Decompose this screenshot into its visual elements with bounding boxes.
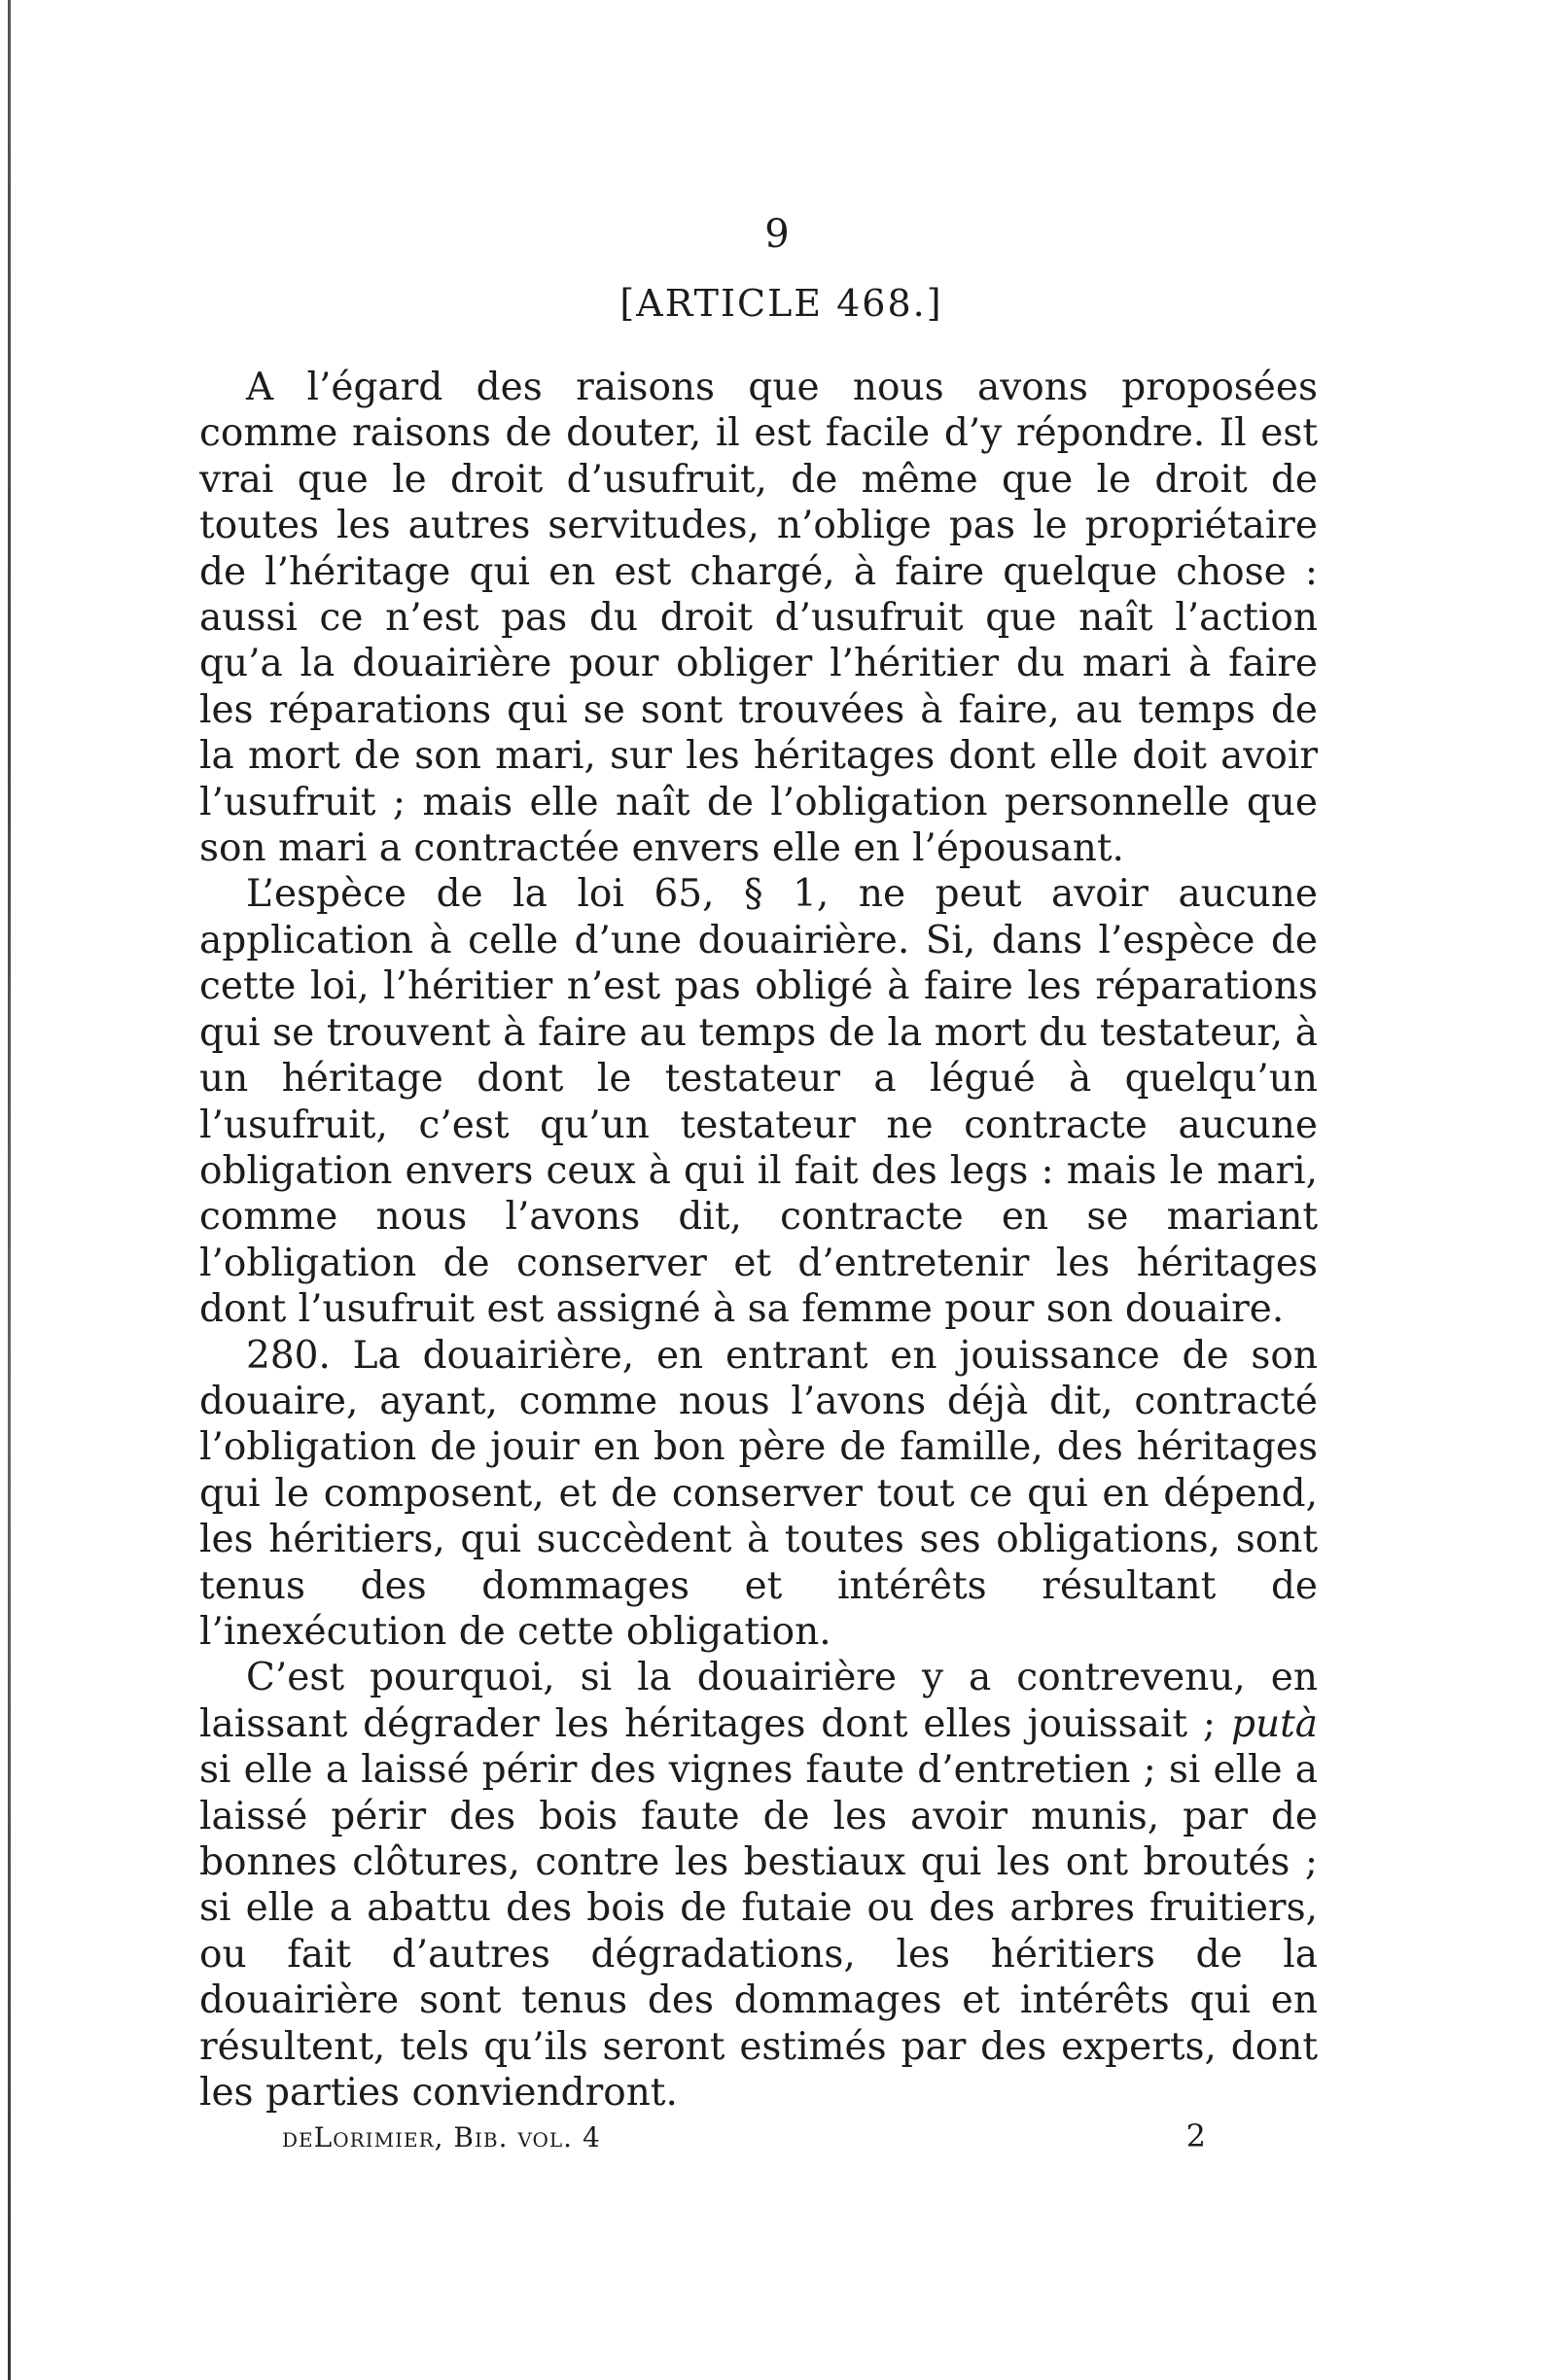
paragraph-text: si elle a laissé périr des vignes faute d’entretien ; si elle a laissé périr des bois faute de les avoir munis, par de bonnes clôtures, contre les bestiaux qui les ont broutés ; si elle a abattu des bois de futaie ou des arbres fruitiers, ou fait d’autres dégradations, les héritiers de la douairière sont tenus des dommages et intérêts qui en résultent, tels qu’ils seront estimés par des experts, dont les parties conviendront. xyxy=(199,1748,1318,2116)
footer-signature: deLorimier, Bib. vol. 4 xyxy=(282,2121,601,2153)
page-binding-edge xyxy=(8,0,11,2380)
body-text xyxy=(199,365,1318,2116)
italic-term: putà xyxy=(1230,1701,1318,1746)
paragraph xyxy=(199,1655,1318,2116)
paragraph-text: C’est pourquoi, si la douairière y a contrevenu, en laissant dégrader les héritages dont elles jouissait ; xyxy=(199,1656,1318,1746)
page-number: 9 xyxy=(764,212,791,257)
article-heading: [ARTICLE 468.] xyxy=(619,282,943,325)
paragraph: A l’égard des raisons que nous avons proposées comme raisons de douter, il est facile d’y répondre. Il est vrai que le droit d’usufruit, de même que le droit de toutes les autres servitudes, n’oblige pas le propriétaire de l’héritage qui en est chargé, à faire quelque chose : aussi ce n’est pas du droit d’usufruit que naît l’action qu’a la douairière pour obliger l’héritier du mari à faire les réparations qui se sont trouvées à faire, au temps de la mort de son mari, sur les héritages dont elle doit avoir l’usufruit ; mais elle naît de l’obligation personnelle que son mari a contractée envers elle en l’épousant. xyxy=(199,366,1318,871)
paragraph: L’espèce de la loi 65, § 1, ne peut avoir aucune application à celle d’une douairière. Si, dans l’espèce de cette loi, l’héritier n’est pas obligé à faire les réparations qui se trouvent à faire au temps de la mort du testateur, à un héritage dont le testateur a légué à quelqu’un l’usufruit, c’est qu’un testateur ne contracte aucune obligation envers ceux à qui il fait des legs : mais le mari, comme nous l’avons dit, contracte en se mariant l’obligation de conserver et d’entretenir les héritages dont l’usufruit est assigné à sa femme pour son douaire. xyxy=(199,872,1318,1332)
page-footer xyxy=(282,2118,1206,2154)
footer-signature-number: 2 xyxy=(1185,2118,1206,2154)
paragraph: 280. La douairière, en entrant en jouissance de son douaire, ayant, comme nous l’avons déjà dit, contracté l’obligation de jouir en bon père de famille, des héritages qui le composent, et de conserver tout ce qui en dépend, les héritiers, qui succèdent à toutes ses obligations, sont tenus des dommages et intérêts résultant de l’inexécution de cette obligation. xyxy=(199,1333,1318,1654)
